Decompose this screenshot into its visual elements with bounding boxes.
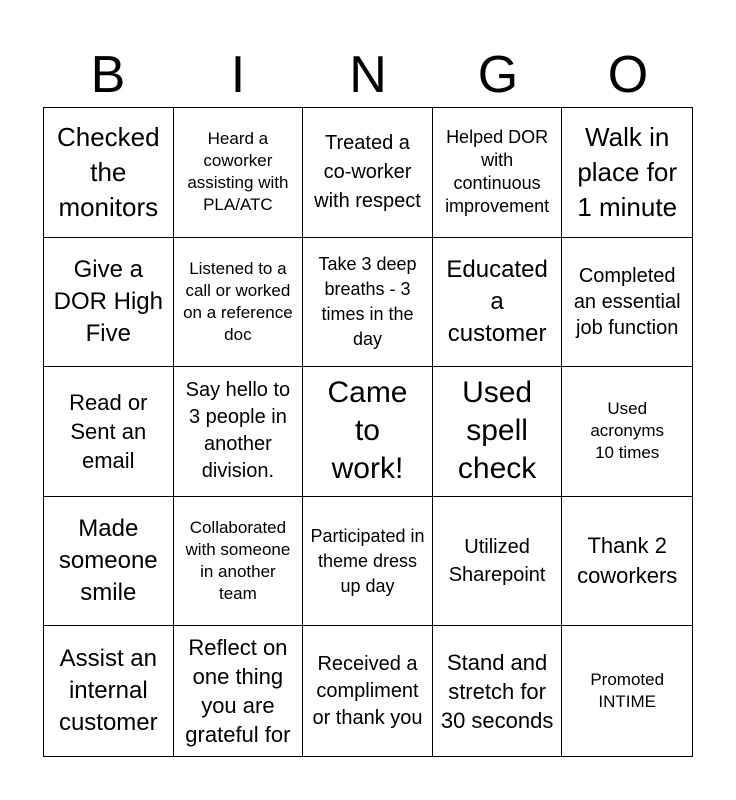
cell-text: Give a DOR High Five [53, 255, 163, 347]
cell-text: Read or Sent an email [69, 389, 148, 473]
header-letter-g: G [477, 46, 519, 104]
bingo-cell-o3[interactable] [562, 367, 692, 497]
bingo-cell-b1[interactable] [44, 108, 174, 238]
bingo-cell-o5[interactable] [562, 626, 692, 756]
bingo-cell-b4[interactable] [44, 497, 174, 627]
bingo-cell-g4[interactable] [433, 497, 563, 627]
bingo-cell-n3[interactable] [303, 367, 433, 497]
cell-text: Received a compliment or thank you [312, 652, 423, 729]
bingo-cell-i1[interactable] [174, 108, 304, 238]
bingo-cell-i4[interactable] [174, 497, 304, 627]
cell-text: Heard a coworker assisting with PLA/ATC [187, 129, 289, 215]
cell-text: Reflect on one thing you are grateful for [185, 635, 291, 748]
cell-text: Educated a customer [446, 255, 548, 347]
header-letter-o: O [607, 46, 649, 104]
bingo-cell-g3[interactable] [433, 367, 563, 497]
header-letter-b: B [90, 46, 126, 104]
cell-text: Walk in place for 1 minute [577, 121, 678, 222]
cell-text: Assist an internal customer [58, 645, 158, 737]
cell-text: Say hello to 3 people in another division. [185, 379, 291, 483]
cell-text: Utilized Sharepoint [448, 536, 546, 587]
cell-text: Came to work! [327, 376, 408, 486]
bingo-cell-i5[interactable] [174, 626, 304, 756]
bingo-cell-b5[interactable] [44, 626, 174, 756]
cell-text: Collaborated with someone in another team [185, 518, 291, 604]
bingo-cell-o2[interactable] [562, 238, 692, 368]
cell-text: Stand and stretch for 30 seconds [440, 649, 554, 733]
cell-text: Used spell check [457, 376, 537, 486]
bingo-cell-g5[interactable] [433, 626, 563, 756]
bingo-cell-o4[interactable] [562, 497, 692, 627]
bingo-cell-i3[interactable] [174, 367, 304, 497]
cell-text: Made someone smile [58, 515, 158, 607]
cell-text: Checked the monitors [56, 121, 160, 222]
cell-text: Take 3 deep breaths - 3 times in the day [318, 253, 417, 349]
cell-text: Completed an essential job function [573, 264, 681, 339]
bingo-cell-n5[interactable] [303, 626, 433, 756]
bingo-cell-g1[interactable] [433, 108, 563, 238]
header-letter-n: N [349, 46, 387, 104]
bingo-cell-o1[interactable] [562, 108, 692, 238]
bingo-cell-b2[interactable] [44, 238, 174, 368]
bingo-cell-n2[interactable] [303, 238, 433, 368]
cell-text: Participated in theme dress up day [310, 525, 425, 596]
cell-text: Used acronyms 10 times [590, 399, 665, 463]
bingo-cell-i2[interactable] [174, 238, 304, 368]
cell-text: Promoted INTIME [590, 670, 665, 712]
bingo-cell-n1[interactable] [303, 108, 433, 238]
bingo-cell-b3[interactable] [44, 367, 174, 497]
bingo-header [43, 42, 693, 108]
cell-text: Listened to a call or worked on a reference doc [183, 258, 293, 344]
cell-text: Treated a co-worker with respect [314, 131, 421, 212]
bingo-cell-g2[interactable] [433, 238, 563, 368]
cell-text: Thank 2 coworkers [577, 533, 678, 589]
bingo-cell-n4[interactable] [303, 497, 433, 627]
cell-text: Helped DOR with continuous improvement [445, 127, 550, 217]
bingo-card-grid [43, 107, 693, 757]
header-letter-i: I [230, 46, 246, 104]
